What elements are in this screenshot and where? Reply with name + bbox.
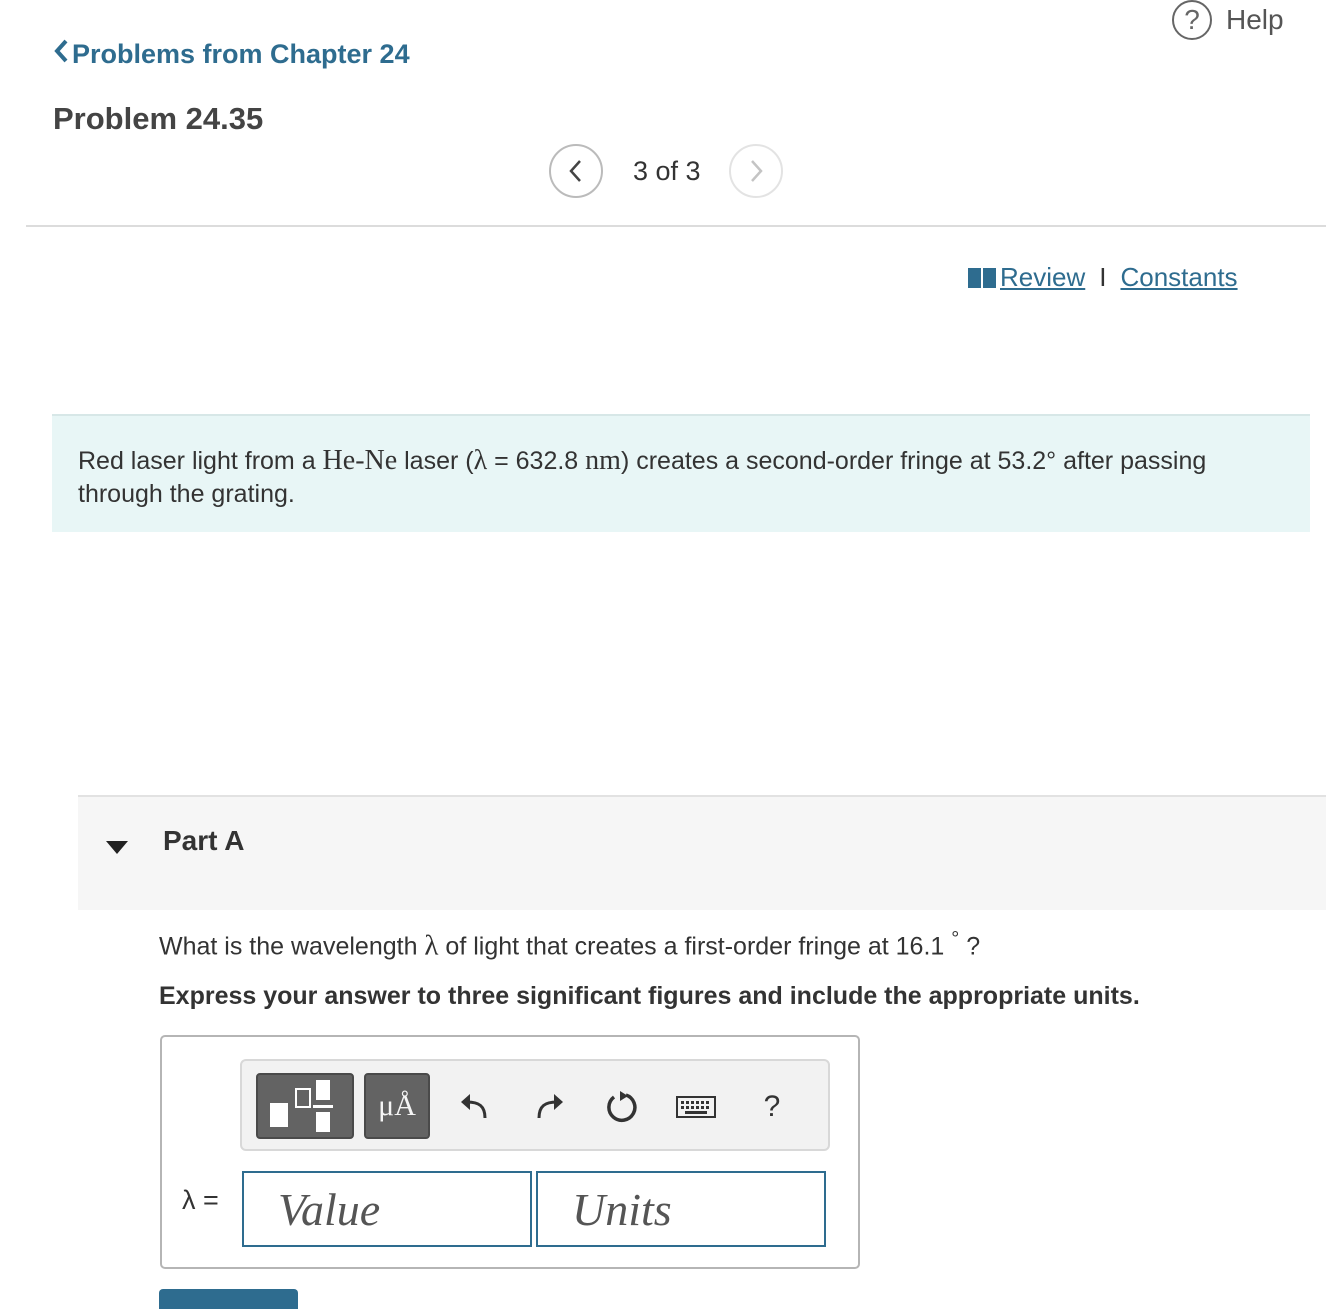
answer-variable-label: λ = (182, 1185, 219, 1215)
part-a-label: Part A (163, 825, 245, 856)
value-input[interactable] (242, 1171, 532, 1247)
redo-icon[interactable] (530, 1087, 570, 1127)
keyboard-icon[interactable] (674, 1087, 718, 1127)
next-problem-button[interactable] (729, 144, 783, 198)
chevron-left-icon (566, 157, 586, 185)
back-to-chapter-link[interactable] (52, 38, 410, 71)
submit-button[interactable] (159, 1289, 298, 1309)
question-text: What is the wavelength λ of light that creates a first-order fringe at 16.1 ° ? (159, 928, 981, 962)
back-link-label: Problems from Chapter 24 (72, 39, 410, 69)
pager-position: 3 of 3 (633, 155, 701, 186)
previous-problem-button[interactable] (549, 144, 603, 198)
problem-intro (52, 414, 1310, 532)
undo-icon[interactable] (454, 1087, 494, 1127)
intro-text: Red laser light from a He-Ne laser (λ = 632.8 nm) creates a second-order fringe at 53.2° after passing through the grating. (78, 445, 1207, 508)
fraction-template-button[interactable] (256, 1073, 354, 1139)
constants-link[interactable]: Constants (1120, 262, 1238, 292)
reset-icon[interactable] (602, 1087, 642, 1127)
link-separator: I (1099, 262, 1107, 292)
units-input[interactable] (536, 1171, 826, 1247)
resource-links (968, 262, 1238, 293)
answer-instructions: Express your answer to three significant figures and include the appropriate units. (159, 982, 1140, 1010)
chevron-left-icon (52, 38, 70, 71)
answer-box (160, 1035, 860, 1269)
help-question-button[interactable]: ? (763, 1090, 781, 1123)
help-label: Help (1226, 4, 1284, 35)
help-icon: ? (1172, 0, 1212, 40)
problem-pager (549, 143, 783, 199)
review-link[interactable]: Review (1000, 262, 1086, 292)
help-button[interactable] (1172, 0, 1284, 40)
collapse-triangle-icon[interactable] (106, 841, 128, 854)
part-a-header[interactable] (78, 795, 1326, 910)
units-button[interactable]: μÅ (364, 1073, 430, 1139)
math-toolbar (240, 1059, 830, 1151)
divider (26, 225, 1326, 227)
page-title: Problem 24.35 (53, 101, 264, 136)
book-icon (968, 268, 996, 288)
chevron-right-icon (746, 157, 766, 185)
templates-icon (258, 1075, 352, 1137)
